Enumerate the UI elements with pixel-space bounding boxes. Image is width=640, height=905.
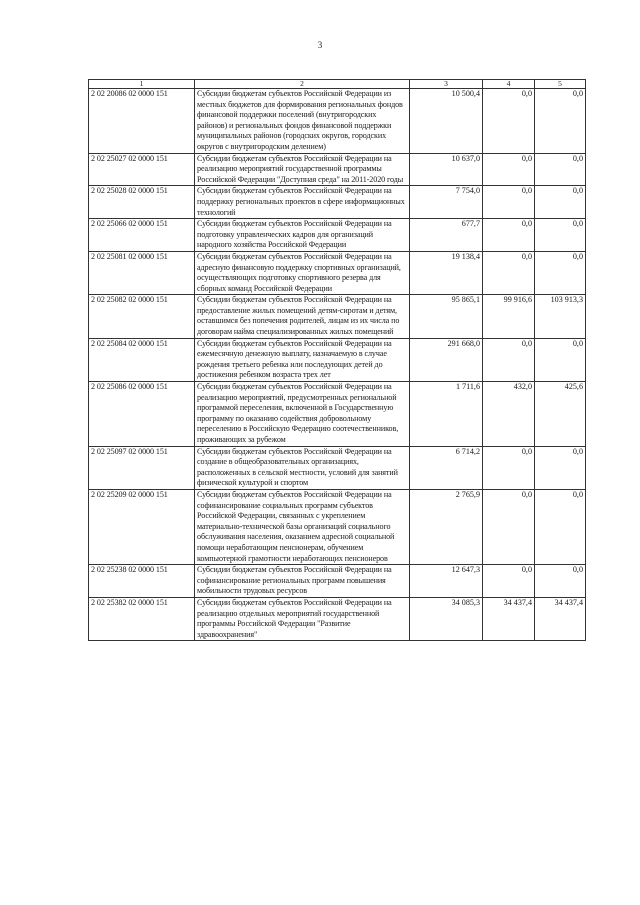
row-code: 2 02 25082 02 0000 151 [89, 295, 195, 338]
table-header-row [89, 80, 586, 89]
row-value-col5: 0,0 [535, 89, 586, 154]
row-code: 2 02 25097 02 0000 151 [89, 446, 195, 489]
row-value-col3: 7 754,0 [410, 186, 483, 219]
row-description: Субсидии бюджетам субъектов Российской Федерации на адресную финансовую поддержку спортивных организаций, осуществляющих подготовку спортивного резерва для сборных команд Российской Федерации [195, 251, 410, 294]
row-value-col3: 10 637,0 [410, 153, 483, 186]
row-value-col4: 0,0 [483, 89, 535, 154]
row-description: Субсидии бюджетам субъектов Российской Федерации на софинансирование социальных программ субъектов Российской Федерации, связанных с укреплением материально-технической базы организаций социального обслуживания населения, оказанием адресной социальной помощи неработающим пенсионерам, обучением компьютерной грамотности неработающих пенсионеров [195, 489, 410, 564]
row-description: Субсидии бюджетам субъектов Российской Федерации на предоставление жилых помещений детям-сиротам и детям, оставшимся без попечения родителей, лицам из их числа по договорам найма специализированных жилых помещений [195, 295, 410, 338]
row-value-col5: 0,0 [535, 186, 586, 219]
row-code: 2 02 25238 02 0000 151 [89, 565, 195, 598]
row-value-col5: 0,0 [535, 153, 586, 186]
row-value-col4: 0,0 [483, 446, 535, 489]
table-row [89, 186, 586, 219]
row-code: 2 02 25084 02 0000 151 [89, 338, 195, 381]
table-row [89, 597, 586, 640]
row-code: 2 02 25027 02 0000 151 [89, 153, 195, 186]
row-description: Субсидии бюджетам субъектов Российской Федерации на реализацию отдельных мероприятий государственной программы Российской Федерации "Развитие здравоохранения" [195, 597, 410, 640]
row-value-col4: 0,0 [483, 338, 535, 381]
row-code: 2 02 25066 02 0000 151 [89, 219, 195, 252]
table-row [89, 295, 586, 338]
row-value-col4: 432,0 [483, 382, 535, 447]
row-value-col5: 34 437,4 [535, 597, 586, 640]
row-description: Субсидии бюджетам субъектов Российской Федерации на реализацию мероприятий, предусмотренных региональной программой переселения, включенной в Государственную программу по оказанию содействия добровольному переселению в Российскую Федерацию соотечественников, проживающих за рубежом [195, 382, 410, 447]
column-header-4: 4 [483, 80, 535, 89]
column-header-1: 1 [89, 80, 195, 89]
row-code: 2 02 25086 02 0000 151 [89, 382, 195, 447]
row-code: 2 02 25028 02 0000 151 [89, 186, 195, 219]
row-code: 2 02 25209 02 0000 151 [89, 489, 195, 564]
row-value-col3: 291 668,0 [410, 338, 483, 381]
column-header-3: 3 [410, 80, 483, 89]
row-value-col4: 34 437,4 [483, 597, 535, 640]
row-value-col3: 6 714,2 [410, 446, 483, 489]
row-value-col5: 0,0 [535, 251, 586, 294]
table-row [89, 251, 586, 294]
row-value-col5: 0,0 [535, 219, 586, 252]
row-description: Субсидии бюджетам субъектов Российской Федерации на поддержку региональных проектов в сфере информационных технологий [195, 186, 410, 219]
row-code: 2 02 25382 02 0000 151 [89, 597, 195, 640]
row-value-col4: 0,0 [483, 153, 535, 186]
row-value-col4: 0,0 [483, 186, 535, 219]
row-value-col5: 0,0 [535, 489, 586, 564]
row-value-col4: 0,0 [483, 565, 535, 598]
row-value-col5: 425,6 [535, 382, 586, 447]
table-row [89, 338, 586, 381]
column-header-5: 5 [535, 80, 586, 89]
table-row [89, 446, 586, 489]
table-row [89, 489, 586, 564]
budget-table [88, 79, 586, 641]
table-row [89, 89, 586, 154]
row-value-col5: 103 913,3 [535, 295, 586, 338]
row-value-col5: 0,0 [535, 446, 586, 489]
row-value-col3: 10 500,4 [410, 89, 483, 154]
row-value-col3: 34 085,3 [410, 597, 483, 640]
row-description: Субсидии бюджетам субъектов Российской Федерации на создание в общеобразовательных организациях, расположенных в сельской местности, условий для занятий физической культурой и спортом [195, 446, 410, 489]
table-row [89, 382, 586, 447]
table-row [89, 153, 586, 186]
row-description: Субсидии бюджетам субъектов Российской Федерации на подготовку управленческих кадров для организаций народного хозяйства Российской Федерации [195, 219, 410, 252]
row-value-col3: 2 765,9 [410, 489, 483, 564]
row-value-col3: 19 138,4 [410, 251, 483, 294]
row-code: 2 02 25081 02 0000 151 [89, 251, 195, 294]
row-value-col4: 99 916,6 [483, 295, 535, 338]
row-value-col4: 0,0 [483, 489, 535, 564]
row-value-col3: 1 711,6 [410, 382, 483, 447]
row-value-col4: 0,0 [483, 219, 535, 252]
row-value-col5: 0,0 [535, 338, 586, 381]
row-description: Субсидии бюджетам субъектов Российской Федерации на ежемесячную денежную выплату, назначаемую в случае рождения третьего ребенка или последующих детей до достижения ребенком возраста трех лет [195, 338, 410, 381]
row-value-col4: 0,0 [483, 251, 535, 294]
table-row [89, 219, 586, 252]
row-description: Субсидии бюджетам субъектов Российской Федерации на софинансирование региональных программ повышения мобильности трудовых ресурсов [195, 565, 410, 598]
row-value-col3: 677,7 [410, 219, 483, 252]
row-code: 2 02 20086 02 0000 151 [89, 89, 195, 154]
row-description: Субсидии бюджетам субъектов Российской Федерации из местных бюджетов для формирования региональных фондов финансовой поддержки поселений (внутригородских районов) и региональных фондов финансовой поддержки муниципальных районов (городских округов, городских округов с внутригородским делением) [195, 89, 410, 154]
row-value-col3: 95 865,1 [410, 295, 483, 338]
table-row [89, 565, 586, 598]
row-description: Субсидии бюджетам субъектов Российской Федерации на реализацию мероприятий государственной программы Российской Федерации "Доступная среда" на 2011-2020 годы [195, 153, 410, 186]
row-value-col3: 12 647,3 [410, 565, 483, 598]
page-number: 3 [317, 40, 323, 50]
row-value-col5: 0,0 [535, 565, 586, 598]
column-header-2: 2 [195, 80, 410, 89]
